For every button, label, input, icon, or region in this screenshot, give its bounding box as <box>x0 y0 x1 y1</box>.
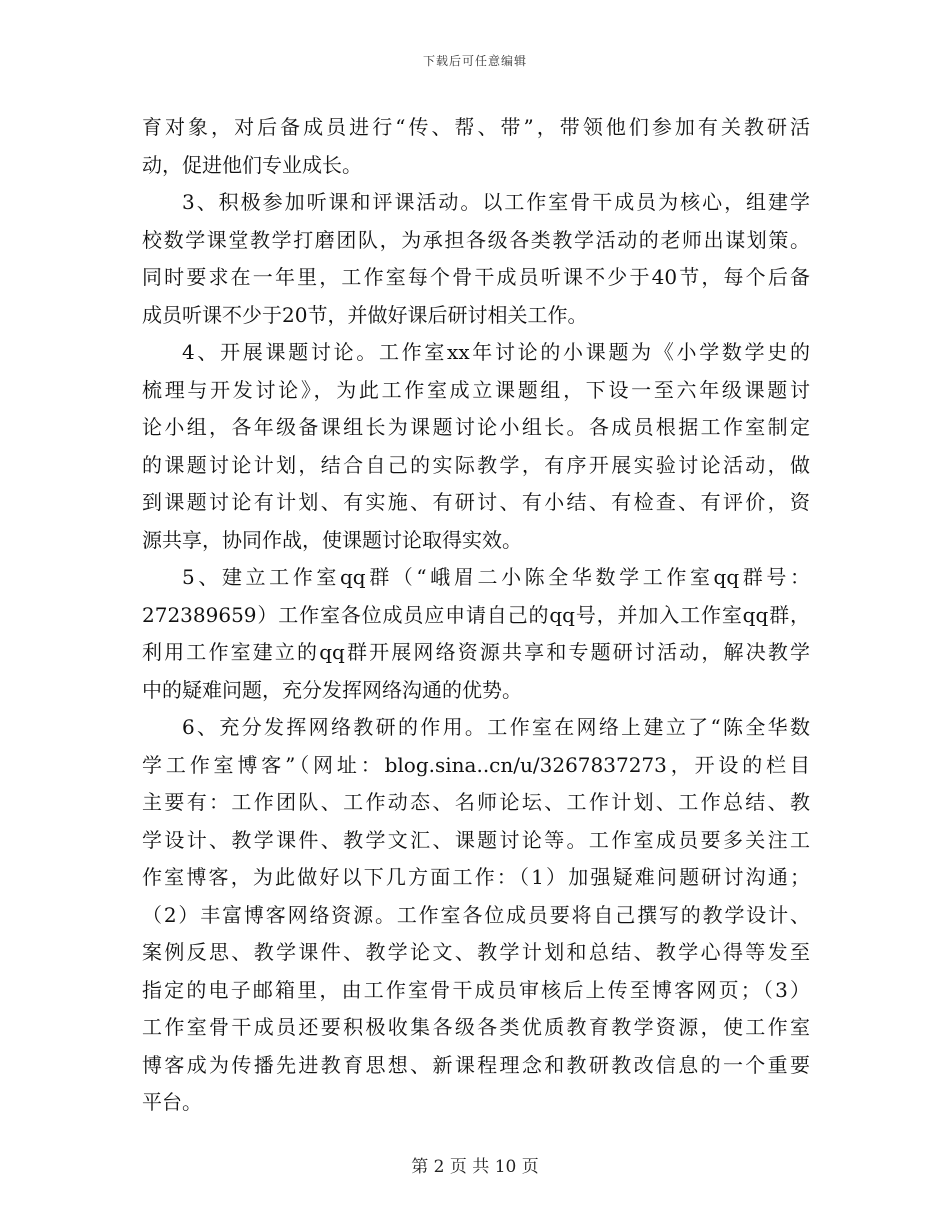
text-line: 工作室骨干成员还要积极收集各级各类优质教育教学资源，使工作室 <box>142 1015 810 1039</box>
text-line: 指定的电子邮箱里，由工作室骨干成员审核后上传至博客网页；（3） <box>142 977 810 1002</box>
document-body <box>142 109 810 1122</box>
text-line: 梳理与开发讨论》，为此工作室成立课题组，下设一至六年级课题讨 <box>142 377 810 402</box>
text-line: 源共享，协同作战，使课题讨论取得实效。 <box>142 527 522 552</box>
text-line: 6、充分发挥网络教研的作用。工作室在网络上建立了“陈全华数 <box>182 715 810 739</box>
text-line: 成员听课不少于20节，并做好课后研讨相关工作。 <box>142 302 588 327</box>
text-line: 中的疑难问题，充分发挥网络沟通的优势。 <box>142 677 522 702</box>
page-header: 下载后可任意编辑 <box>422 54 527 68</box>
text-line: 主要有：工作团队、工作动态、名师论坛、工作计划、工作总结、教 <box>142 790 810 814</box>
text-line: 272389659）工作室各位成员应申请自己的qq号，并加入工作室qq群， <box>142 602 810 627</box>
page-number-footer: 第 2 页 共 10 页 <box>411 1157 539 1177</box>
text-line: 到课题讨论有计划、有实施、有研讨、有小结、有检查、有评价，资 <box>142 490 810 514</box>
text-line: 利用工作室建立的qq群开展网络资源共享和专题研讨活动，解决教学 <box>142 640 810 664</box>
text-line: 作室博客，为此做好以下几方面工作：（1）加强疑难问题研讨沟通； <box>142 865 810 889</box>
text-line: 3、积极参加听课和评课活动。以工作室骨干成员为核心，组建学 <box>182 190 810 214</box>
text-line: 动，促进他们专业成长。 <box>142 152 362 177</box>
text-line: 同时要求在一年里，工作室每个骨干成员听课不少于40节，每个后备 <box>142 265 810 289</box>
text-line: 5、建立工作室qq群（“峨眉二小陈全华数学工作室qq群号： <box>182 565 810 589</box>
text-line: 学工作室博客”（网址：blog.sina..cn/u/3267837273，开设的栏目 <box>142 752 810 777</box>
text-line: 4、开展课题讨论。工作室xx年讨论的小课题为《小学数学史的 <box>182 340 810 364</box>
text-line: 博客成为传播先进教育思想、新课程理念和教研教改信息的一个重要 <box>142 1052 810 1077</box>
text-line: 育对象，对后备成员进行“传、帮、带”，带领他们参加有关教研活 <box>142 115 810 139</box>
text-line: 平台。 <box>142 1090 202 1114</box>
text-line: 案例反思、教学课件、教学论文、教学计划和总结、教学心得等发至 <box>142 940 810 964</box>
text-line: 论小组，各年级备课组长为课题讨论小组长。各成员根据工作室制定 <box>142 415 810 439</box>
text-line: 学设计、教学课件、教学文汇、课题讨论等。工作室成员要多关注工 <box>142 827 810 852</box>
text-line: （2）丰富博客网络资源。工作室各位成员要将自己撰写的教学设计、 <box>142 902 810 927</box>
text-line: 校数学课堂教学打磨团队，为承担各级各类教学活动的老师出谋划策。 <box>142 227 810 252</box>
text-line: 的课题讨论计划，结合自己的实际教学，有序开展实验讨论活动，做 <box>142 452 810 477</box>
